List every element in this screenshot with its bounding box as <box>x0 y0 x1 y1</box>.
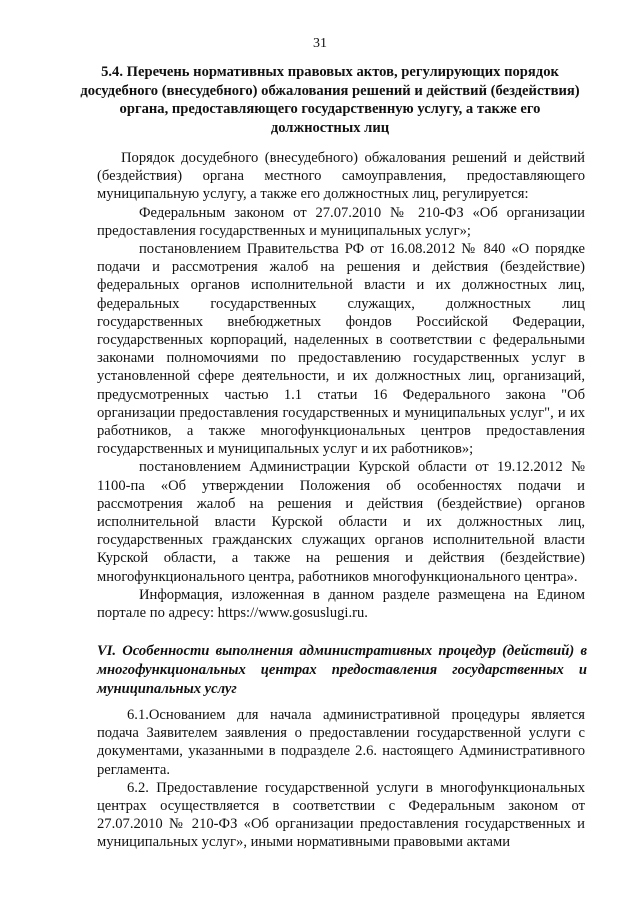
section-5-4-body <box>97 149 585 622</box>
paragraph-6-2: 6.2. Предоставление государственной услуги в многофункциональных центрах осуществляется в соответствии с Федеральным законом от 27.07.2010 № 210-ФЗ «Об организации предоставления государственных и муниципальных услуг», иными нормативными правовыми актами <box>97 779 585 851</box>
section-5-4-intro: Порядок досудебного (внесудебного) обжалования решений и действий (бездействия) органа местного самоуправления, предоставляющего муниципальную услугу, а также его должностных лиц, регулируется: <box>97 150 585 203</box>
portal-info: Информация, изложенная в данном разделе размещена на Едином портале по адресу: https://www.gosuslugi.ru. <box>97 586 585 622</box>
section-6-heading: VI. Особенности выполнения административных процедур (действий) в многофункциональных центрах предоставления государственных и муниципальных услуг <box>97 643 587 697</box>
legal-act-government-decree: постановлением Правительства РФ от 16.08.2012 № 840 «О порядке подачи и рассмотрения жалоб на решения и действия (бездействие) федеральных органов исполнительной власти и их должностных лиц, федеральных государственных служащих, должностных лиц государственных внебюджетных фондов Российской Федерации, государственных корпораций, наделенных в соответствии с федеральными законами полномочиями по предоставлению государственных услуг в установленной сфере деятельности, и их должностных лиц, организаций, предусмотренных частью 1.1 статьи 16 Федерального закона "Об организации предоставления государственных и муниципальных услуг", и их работников, а также многофункциональных центров предоставления государственных и муниципальных услуг и их работников»; <box>97 241 585 458</box>
section-6-body <box>97 706 585 852</box>
page-number: 31 <box>313 36 327 51</box>
legal-act-federal-law: Федеральным законом от 27.07.2010 № 210-ФЗ «Об организации предоставления государственных и муниципальных услуг»; <box>97 204 585 239</box>
section-5-4-heading: 5.4. Перечень нормативных правовых актов, регулирующих порядок досудебного (внесудебного) обжалования решений и действий (бездействия) органа, предоставляющего государственную услугу, а также его должностных лиц <box>80 64 580 136</box>
legal-act-kursk-decree: постановлением Администрации Курской области от 19.12.2012 № 1100-па «Об утверждении Положения об особенностях подачи и рассмотрения жалоб на решения и действия (бездействие) органов исполнительной власти Курской области и их должностных лиц, государственных гражданских служащих органов исполнительной власти Курской области, а также на решения и действия (бездействие) многофункционального центра, работников многофункционального центра». <box>97 459 585 585</box>
paragraph-6-1: 6.1.Основанием для начала административной процедуры является подача Заявителем заявления о предоставлении государственной услуги с документами, указанными в подразделе 2.6. настоящего Административного регламента. <box>97 707 585 778</box>
